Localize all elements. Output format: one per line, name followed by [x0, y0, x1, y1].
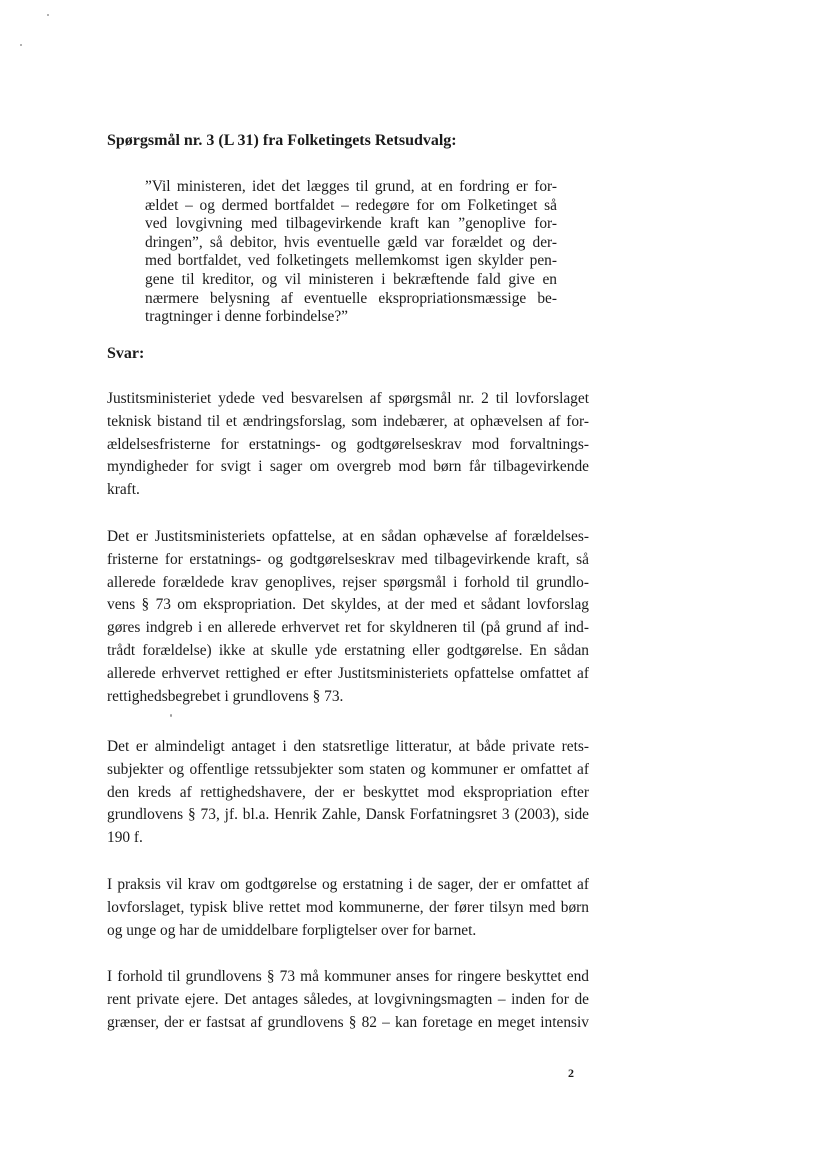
paragraph-line: fristerne for erstatnings- og godtgørelseskrav med tilbagevirkende kraft, så [107, 550, 589, 568]
paragraph-line: teknisk bistand til et ændringsforslag, som indebærer, at ophævelsen af for- [107, 412, 589, 430]
question-line: tragtninger i denne forbindelse?” [145, 308, 348, 326]
paragraph-line: kraft. [107, 481, 140, 499]
page-number: 2 [568, 1066, 574, 1080]
paragraph-line: lovforslaget, typisk blive rettet mod kommunerne, der fører tilsyn med børn [107, 898, 589, 916]
question-heading: Spørgsmål nr. 3 (L 31) fra Folketingets Retsudvalg: [107, 132, 457, 149]
question-line: med bortfaldet, ved folketingets mellemkomst igen skylder pen- [145, 252, 557, 270]
paragraph-line: rent private ejere. Det antages således, at lovgivningsmagten – inden for de [107, 990, 589, 1008]
paragraph-line: grundlovens § 73, jf. bl.a. Henrik Zahle, Dansk Forfatningsret 3 (2003), side [107, 806, 589, 824]
question-line: dringen”, så debitor, hvis eventuelle gæld var forældet og der- [145, 233, 557, 251]
paragraph-line: grænser, der er fastsat af grundlovens § 82 – kan foretage en meget intensiv [107, 1013, 589, 1031]
question-line: ved lovgivning med tilbagevirkende kraft kan ”genoplive for- [145, 215, 557, 233]
paragraph-line: allerede erhvervet rettighed er efter Justitsministeriets opfattelse omfattet af [107, 664, 589, 682]
paragraph-line: trådt forældelse) ikke at skulle yde erstatning eller godtgørelse. En sådan [107, 641, 589, 659]
paragraph-line: subjekter og offentlige retssubjekter som staten og kommuner er omfattet af [107, 760, 589, 778]
question-line: nærmere belysning af eventuelle ekspropriationsmæssige be- [145, 289, 557, 307]
question-line: ”Vil ministeren, idet det lægges til grund, at en fordring er for- [145, 178, 557, 195]
question-line: gene til kreditor, og vil ministeren i bekræftende fald give en [145, 270, 557, 288]
paragraph-line: Justitsministeriet ydede ved besvarelsen af spørgsmål nr. 2 til lovforslaget [107, 390, 589, 407]
answer-paragraph [107, 526, 589, 708]
paragraph-line: I praksis vil krav om godtgørelse og erstatning i de sager, der er omfattet af [107, 876, 589, 893]
paragraph-line: I forhold til grundlovens § 73 må kommuner anses for ringere beskyttet end [107, 968, 589, 985]
answer-label: Svar: [107, 345, 145, 362]
paragraph-line: Det er almindeligt antaget i den statsretlige litteratur, at både private rets- [107, 738, 589, 755]
question-text [145, 178, 557, 327]
paragraph-line: allerede forældede krav genoplives, rejser spørgsmål i forhold til grundlo- [107, 573, 589, 591]
paragraph-line: og unge og har de umiddelbare forpligtelser over for barnet. [107, 921, 477, 939]
paragraph-line: 190 f. [107, 829, 143, 847]
paragraph-line: vens § 73 om ekspropriation. Det skyldes, at der med et sådant lovforslag [107, 596, 589, 614]
scan-speck [170, 714, 172, 717]
question-line: ældet – og dermed bortfaldet – redegøre for om Folketinget så [145, 196, 557, 214]
paragraph-line: ældelsesfristerne for erstatnings- og godtgørelseskrav mod forvaltnings- [107, 435, 589, 453]
answer-paragraph [107, 966, 589, 1034]
paragraph-line: myndigheder for svigt i sager om overgreb mod børn får tilbagevirkende [107, 458, 589, 476]
paragraph-line: Det er Justitsministeriets opfattelse, at en sådan ophævelse af forældelses- [107, 528, 589, 545]
paragraph-line: rettighedsbegrebet i grundlovens § 73. [107, 687, 344, 705]
answer-paragraph [107, 736, 589, 850]
answer-paragraph [107, 388, 589, 502]
scan-speck [20, 44, 22, 46]
paragraph-line: den kreds af rettighedshavere, der er beskyttet mod ekspropriation efter [107, 783, 589, 801]
answer-paragraph [107, 874, 589, 942]
paragraph-line: gøres indgreb i en allerede erhvervet ret for skyldneren til (på grund af ind- [107, 619, 589, 637]
scan-speck [47, 14, 49, 16]
